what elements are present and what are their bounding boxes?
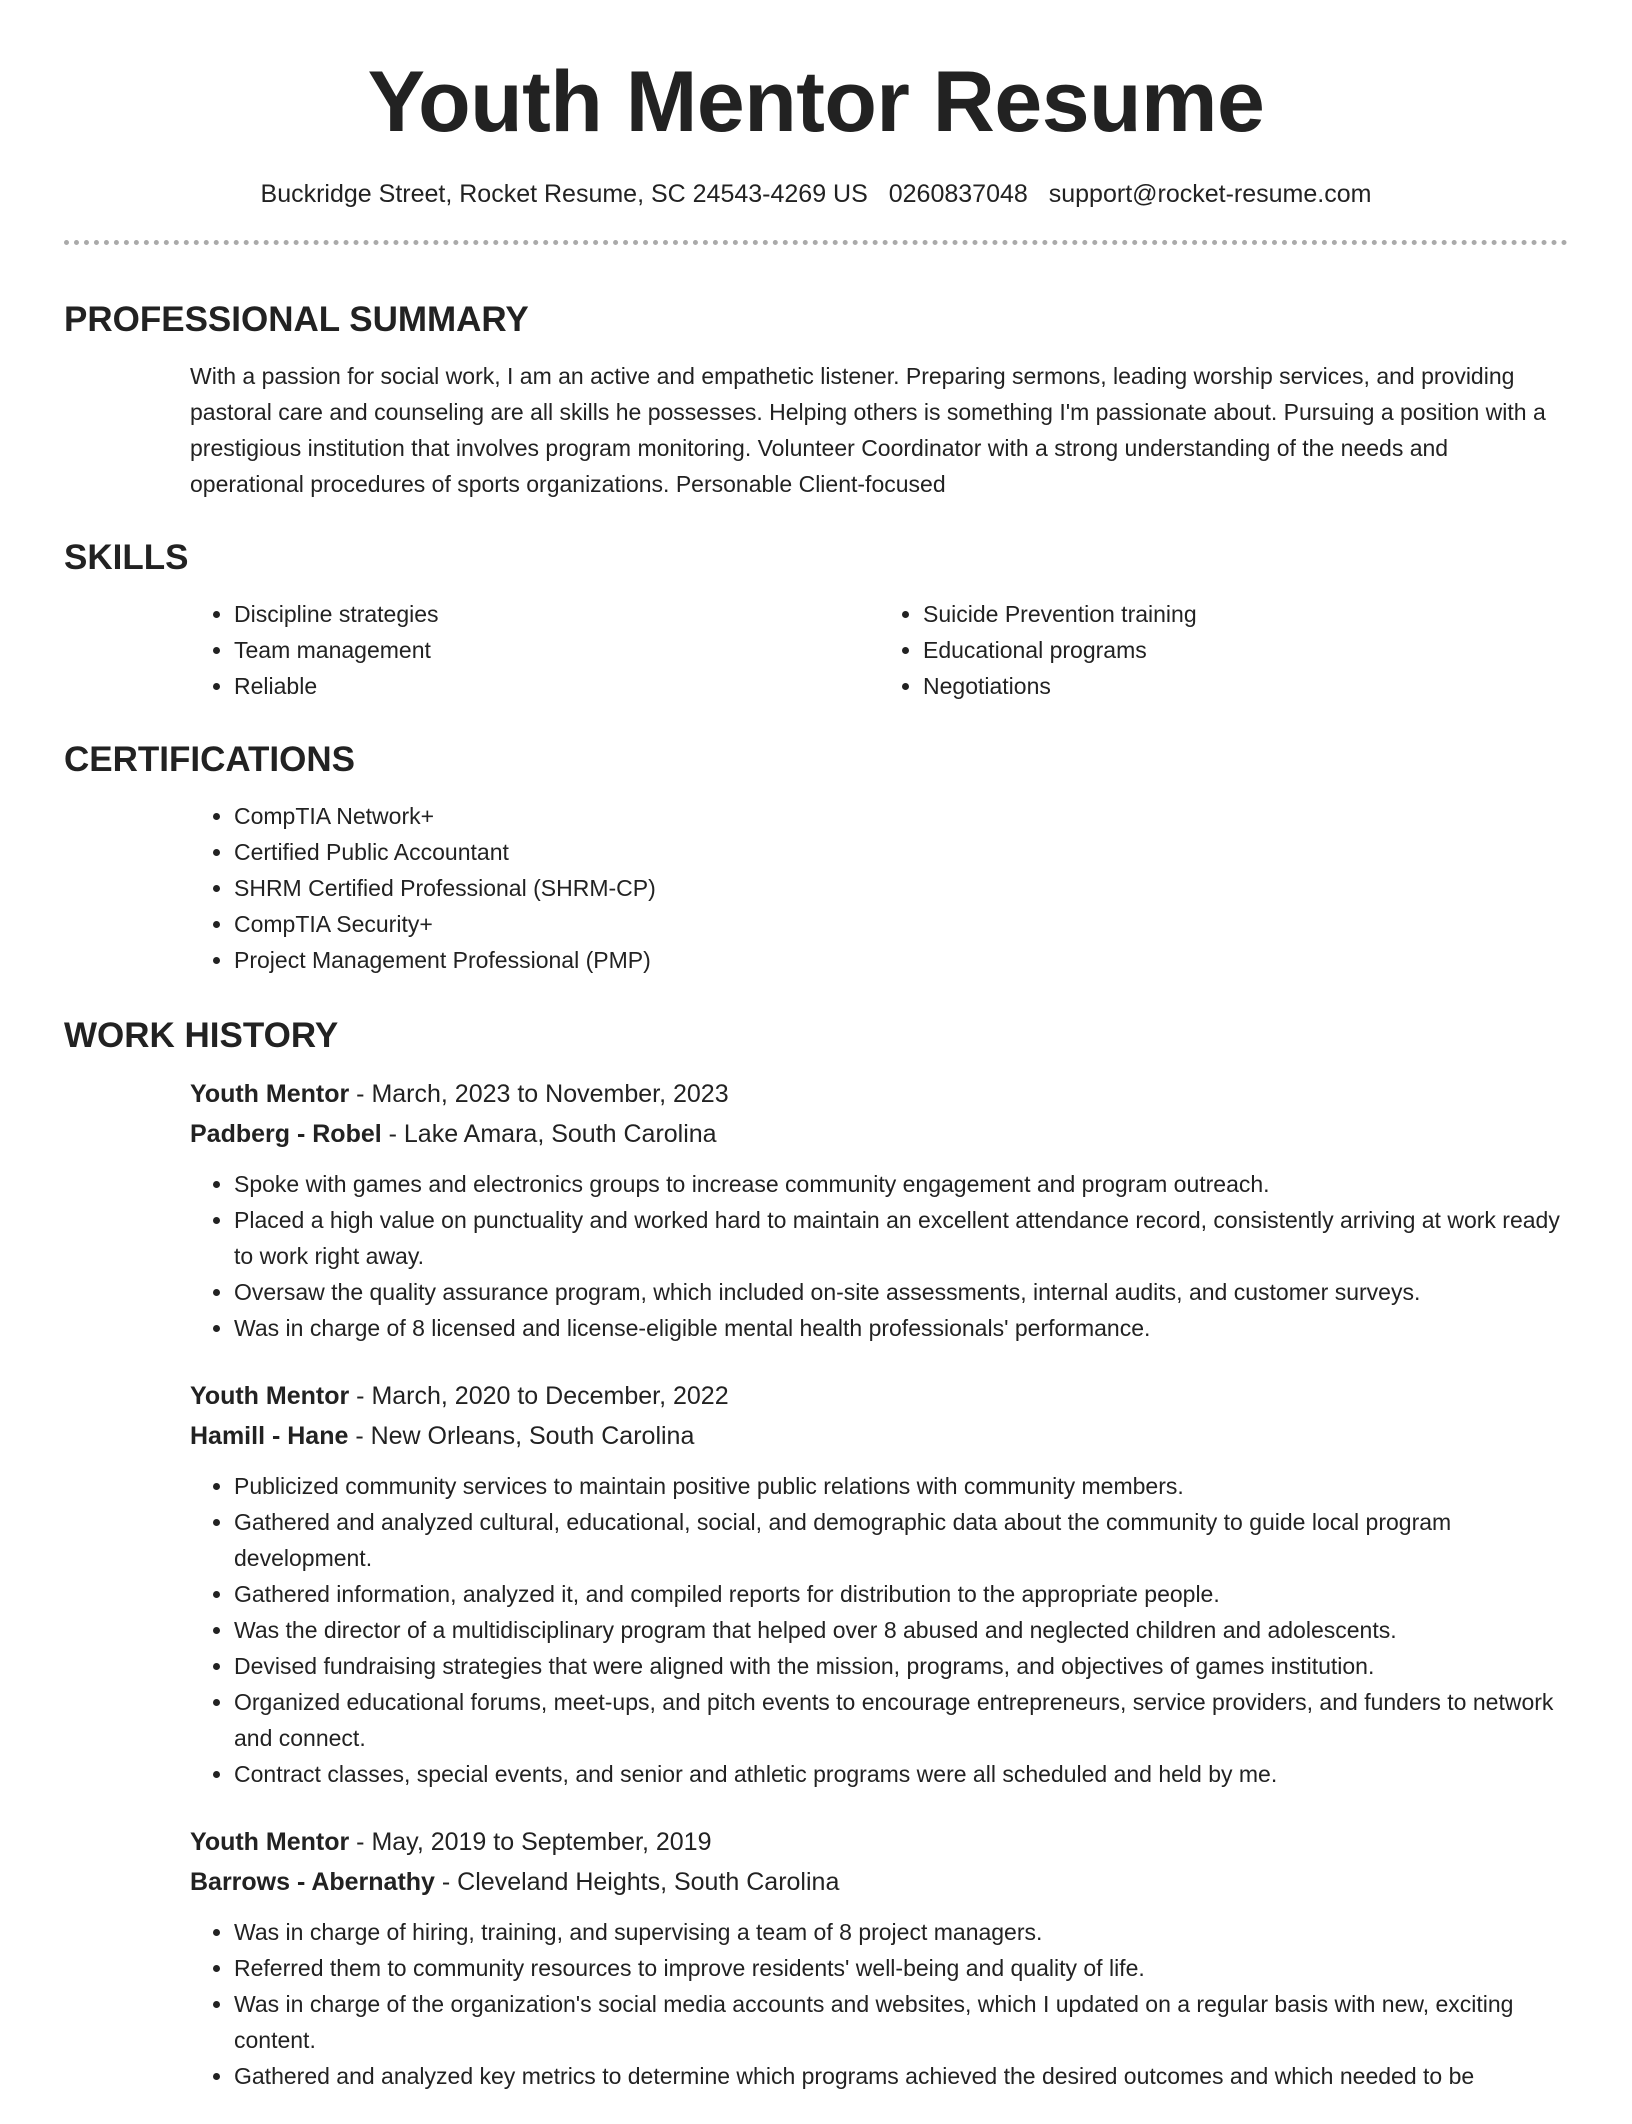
- job-bullet: • Contract classes, special events, and senior and athletic programs were all scheduled and held by me.: [234, 1756, 1568, 1792]
- job-entry: [190, 1376, 1568, 1792]
- job-bullet: • Gathered and analyzed cultural, educational, social, and demographic data about the community to guide local program development.: [234, 1504, 1568, 1576]
- job-company-line: [190, 1416, 1568, 1456]
- job-title: Youth Mentor: [190, 1080, 350, 1108]
- job-company: Padberg - Robel: [190, 1120, 382, 1148]
- job-dates: - March, 2020 to December, 2022: [349, 1382, 729, 1410]
- skills-heading: SKILLS: [64, 538, 189, 577]
- skill-item: • Team management: [234, 632, 879, 668]
- job-bullet: • Oversaw the quality assurance program, which included on-site assessments, internal audits, and customer surveys.: [234, 1274, 1568, 1310]
- certifications-section: [64, 738, 1568, 978]
- certification-item: • Project Management Professional (PMP): [234, 942, 1568, 978]
- skills-columns: [190, 596, 1568, 704]
- job-bullet: • Was in charge of hiring, training, and supervising a team of 8 project managers.: [234, 1914, 1568, 1950]
- certification-item: • Certified Public Accountant: [234, 834, 1568, 870]
- skill-item: • Reliable: [234, 668, 879, 704]
- skills-section: [64, 536, 1568, 704]
- job-entry: [190, 1074, 1568, 1346]
- job-title: Youth Mentor: [190, 1382, 350, 1410]
- contact-address: Buckridge Street, Rocket Resume, SC 24543-4269 US: [260, 180, 868, 208]
- job-location: - Lake Amara, South Carolina: [381, 1120, 717, 1148]
- certifications-list: [190, 798, 1568, 978]
- job-bullet: • Devised fundraising strategies that were aligned with the mission, programs, and objectives of games institution.: [234, 1648, 1568, 1684]
- certification-item: • CompTIA Network+: [234, 798, 1568, 834]
- job-bullet: • Gathered information, analyzed it, and compiled reports for distribution to the appropriate people.: [234, 1576, 1568, 1612]
- job-company-line: [190, 1114, 1568, 1154]
- job-location: - Cleveland Heights, South Carolina: [434, 1868, 840, 1896]
- job-bullet: • Gathered and analyzed key metrics to determine which programs achieved the desired outcomes and which needed to be: [234, 2058, 1568, 2094]
- contact-email: support@rocket-resume.com: [1048, 180, 1372, 208]
- job-bullets: [190, 1166, 1568, 1346]
- summary-heading: PROFESSIONAL SUMMARY: [64, 300, 529, 339]
- summary-content: [190, 358, 1568, 502]
- job-company-line: [190, 1862, 1568, 1902]
- job-bullet: • Publicized community services to maintain positive public relations with community members.: [234, 1468, 1568, 1504]
- resume-page: [64, 0, 1568, 2089]
- skill-item: • Educational programs: [923, 632, 1568, 668]
- job-bullet: • Placed a high value on punctuality and worked hard to maintain an excellent attendance record, consistently arriving at work ready to work right away.: [234, 1202, 1568, 1274]
- job-bullet: • Was in charge of 8 licensed and license-eligible mental health professionals' performance.: [234, 1310, 1568, 1346]
- job-title-line: [190, 1822, 1568, 1862]
- summary-text: With a passion for social work, I am an active and empathetic listener. Preparing sermons, leading worship services, and providing pastoral care and counseling are all skills he possesses. Helping others is something I'm passionate about. Pursuing a position with a prestigious institution that involves program monitoring. Volunteer Coordinator with a strong understanding of the needs and operational procedures of sports organizations. Personable Client-focused: [190, 363, 1546, 497]
- summary-section: [64, 298, 1568, 502]
- job-bullet: • Referred them to community resources to improve residents' well-being and quality of life.: [234, 1950, 1568, 1986]
- work-history-heading: WORK HISTORY: [64, 1016, 339, 1055]
- resume-title: Youth Mentor Resume: [367, 54, 1265, 150]
- job-company: Hamill - Hane: [190, 1422, 349, 1450]
- skills-list-left: [190, 596, 879, 704]
- skill-item: • Suicide Prevention training: [923, 596, 1568, 632]
- job-title-line: [190, 1074, 1568, 1114]
- job-dates: - March, 2023 to November, 2023: [349, 1080, 729, 1108]
- job-title: Youth Mentor: [190, 1828, 350, 1856]
- work-history-section: [64, 1014, 1568, 2124]
- job-bullet: • Was in charge of the organization's social media accounts and websites, which I updated on a regular basis with new, exciting content.: [234, 1986, 1568, 2058]
- certification-item: • SHRM Certified Professional (SHRM-CP): [234, 870, 1568, 906]
- skills-list-right: [879, 596, 1568, 704]
- job-bullet: • Spoke with games and electronics groups to increase community engagement and program outreach.: [234, 1166, 1568, 1202]
- work-history-content: [190, 1074, 1568, 2094]
- job-title-line: [190, 1376, 1568, 1416]
- job-bullet: • Was the director of a multidisciplinary program that helped over 8 abused and neglected children and adolescents.: [234, 1612, 1568, 1648]
- job-entry: [190, 1822, 1568, 2094]
- certifications-heading: CERTIFICATIONS: [64, 740, 356, 779]
- certification-item: • CompTIA Security+: [234, 906, 1568, 942]
- contact-line: [64, 178, 1568, 210]
- skill-item: • Negotiations: [923, 668, 1568, 704]
- job-dates: - May, 2019 to September, 2019: [349, 1828, 712, 1856]
- skill-item: • Discipline strategies: [234, 596, 879, 632]
- job-location: - New Orleans, South Carolina: [348, 1422, 695, 1450]
- job-bullet: • Organized educational forums, meet-ups, and pitch events to encourage entrepreneurs, service providers, and funders to network and connect.: [234, 1684, 1568, 1756]
- contact-phone: 0260837048: [888, 180, 1028, 208]
- job-company: Barrows - Abernathy: [190, 1868, 435, 1896]
- job-bullets: [190, 1914, 1568, 2094]
- certifications-content: [190, 798, 1568, 978]
- header-divider: [64, 240, 1568, 245]
- job-bullets: [190, 1468, 1568, 1792]
